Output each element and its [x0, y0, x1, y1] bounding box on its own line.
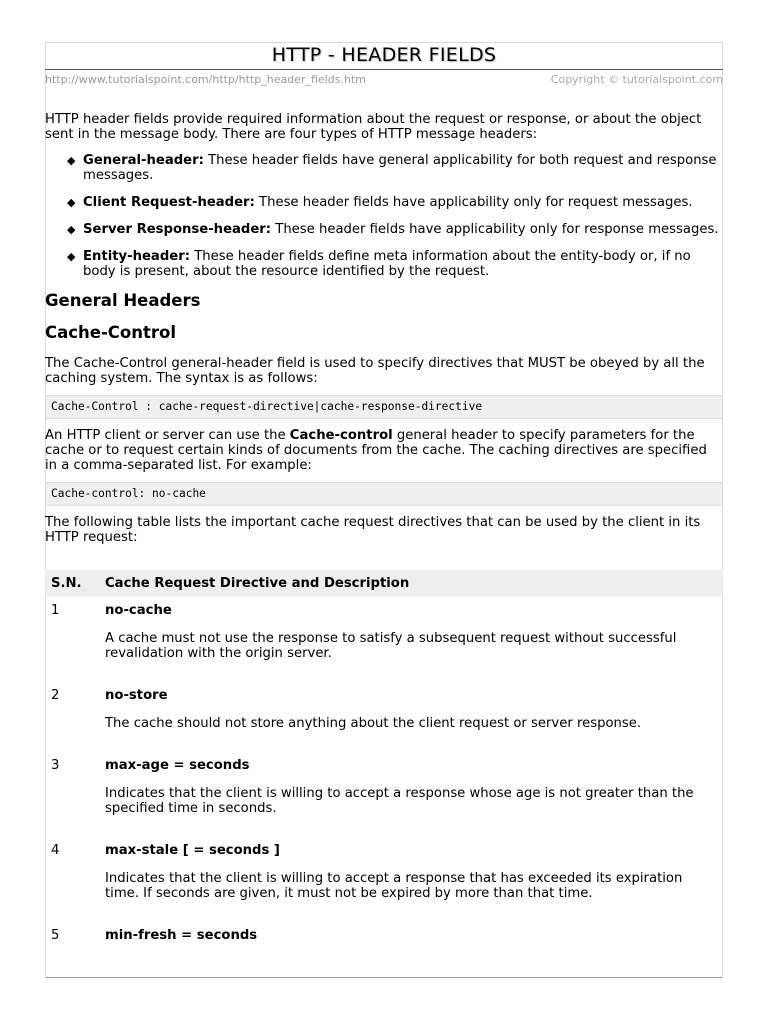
table-header-row: [45, 570, 723, 597]
cache-directives-table: [45, 570, 723, 956]
directive-name: max-age = seconds: [105, 758, 250, 773]
directive-name: min-fresh = seconds: [105, 928, 258, 943]
table-intro: The following table lists the important cache request directives that can be used by the client in its HTTP request:: [45, 515, 701, 545]
paragraph-bold-term: Cache-control: [289, 428, 393, 443]
column-header-directive: Cache Request Directive and Description: [99, 570, 723, 597]
directive-cell: [99, 597, 723, 682]
header-type-name: Entity-header:: [83, 249, 190, 264]
page-title: HTTP - HEADER FIELDS: [271, 44, 497, 66]
section-heading-cache-control: Cache-Control: [45, 323, 177, 342]
list-item: [45, 153, 723, 183]
header-type-name: Client Request-header:: [83, 195, 255, 210]
header-type-desc: These header fields define meta information about the entity-body or, if no body is present, about the resource identified by the request.: [83, 249, 691, 279]
directive-name: max-stale [ = seconds ]: [105, 843, 280, 858]
code-block-example: Cache-control: no-cache: [45, 482, 723, 506]
section-heading-general-headers: General Headers: [45, 291, 201, 310]
bullet-icon: ◆: [67, 250, 76, 263]
row-number: 2: [51, 688, 60, 703]
paragraph-text: An HTTP client or server can use the: [45, 428, 290, 443]
paragraph-text: general header to specify parameters for the cache or to request certain kinds of documents from the cache. The caching directives are specified in a comma-separated list. For example:: [45, 428, 707, 473]
intro-paragraph: HTTP header fields provide required information about the request or response, or about the object sent in the message body. There are four types of HTTP message headers:: [45, 112, 702, 142]
directive-cell: [99, 837, 723, 922]
directive-description: A cache must not use the response to satisfy a subsequent request without successful revalidation with the origin server.: [105, 631, 677, 661]
directive-cell: [99, 752, 723, 837]
bullet-icon: ◆: [67, 154, 76, 167]
table-row: [45, 752, 723, 837]
directive-name: no-cache: [105, 603, 172, 618]
directive-description: Indicates that the client is willing to accept a response whose age is not greater than the specified time in seconds.: [105, 786, 694, 816]
copyright-notice: Copyright © tutorialspoint.com: [550, 73, 723, 86]
directive-description: The cache should not store anything about the client request or server response.: [105, 716, 642, 731]
table-row: [45, 837, 723, 922]
header-type-desc: These header fields have applicability only for request messages.: [254, 195, 693, 210]
row-number: 4: [51, 843, 60, 858]
header-types-list: [45, 153, 723, 279]
row-number: 3: [51, 758, 60, 773]
title-divider: [45, 69, 723, 70]
directive-cell: [99, 682, 723, 752]
header-type-desc: These header fields have applicability only for response messages.: [271, 222, 719, 237]
header-type-name: General-header:: [83, 153, 204, 168]
code-block-syntax: Cache-Control : cache-request-directive|cache-response-directive: [45, 395, 723, 419]
list-item: [45, 222, 723, 237]
table-row: [45, 922, 723, 956]
directive-name: no-store: [105, 688, 168, 703]
cache-control-intro: The Cache-Control general-header field is used to specify directives that MUST be obeyed by all the caching system. The syntax is as follows:: [45, 356, 705, 386]
source-url-link[interactable]: http://www.tutorialspoint.com/http/http_header_fields.htm: [45, 73, 366, 86]
row-number: 1: [51, 603, 60, 618]
directive-description: Indicates that the client is willing to accept a response that has exceeded its expiration time. If seconds are given, it must not be expired by more than that time.: [105, 871, 683, 901]
list-item: [45, 249, 723, 279]
header-type-name: Server Response-header:: [83, 222, 272, 237]
column-header-sn: S.N.: [45, 570, 99, 597]
table-row: [45, 682, 723, 752]
list-item: [45, 195, 723, 210]
row-number: 5: [51, 928, 60, 943]
header-type-desc: These header fields have general applicability for both request and response messages.: [83, 153, 717, 183]
table-row: [45, 597, 723, 682]
directive-cell: [99, 922, 723, 956]
bullet-icon: ◆: [67, 196, 76, 209]
document-body: [45, 112, 723, 956]
cache-control-paragraph: [45, 428, 723, 473]
bullet-icon: ◆: [67, 223, 76, 236]
